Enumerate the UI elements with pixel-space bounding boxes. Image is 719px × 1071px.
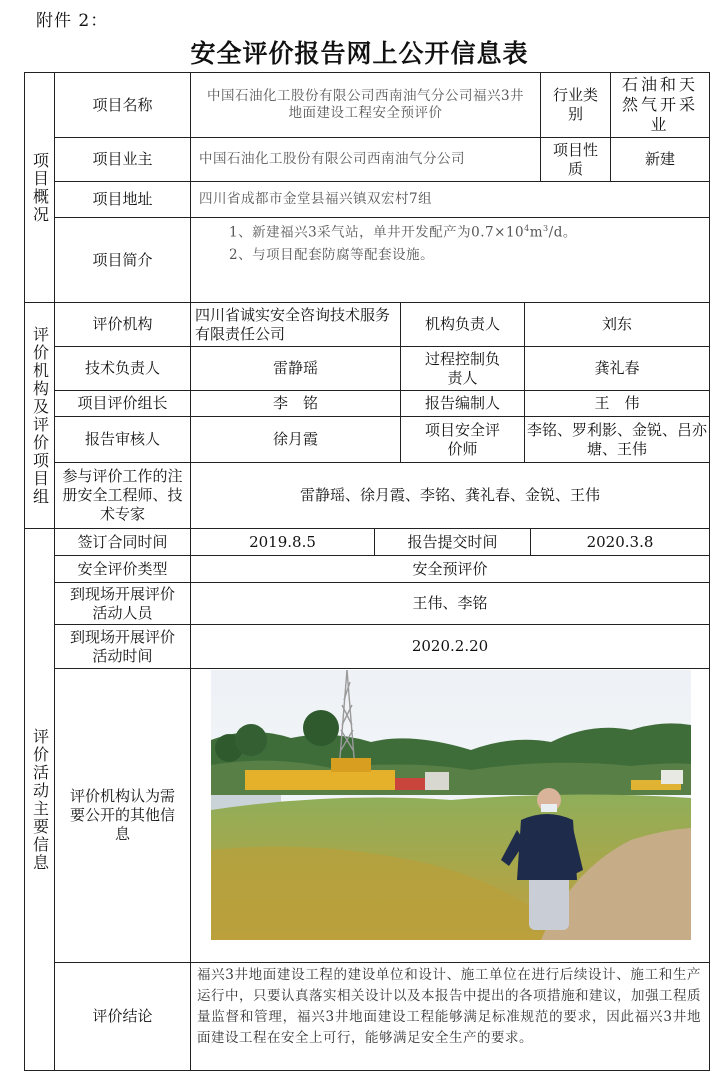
owner-label: 项目业主 [54,137,190,181]
project-name-label: 项目名称 [54,72,190,137]
owner-value: 中国石油化工股份有限公司西南油气分公司 [190,137,540,181]
writer-label: 报告编制人 [400,390,524,416]
intro-label: 项目简介 [54,217,190,302]
section-org: 评价机构及评价项目组 [24,302,54,528]
submit-time-label: 报告提交时间 [374,528,530,555]
intro-line-2: 2、与项目配套防腐等配套设施。 [229,247,435,264]
agency-head-value: 刘东 [524,302,710,346]
attachment-label: 附件 2： [36,11,109,31]
industry-value: 石油和天然气开采业 [610,72,710,137]
site-people-label: 到现场开展评价活动人员 [54,582,190,624]
assessor-label: 项目安全评价师 [400,416,524,462]
submit-time-value: 2020.3.8 [530,528,710,555]
engineers-label: 参与评价工作的注册安全工程师、技术专家 [54,462,190,528]
intro-line-1: 1、新建福兴3采气站，单井开发配产为$0.7\times 10^4m^3/d$。 [229,224,577,241]
section-overview: 项目概况 [24,72,54,302]
other-info-label: 评价机构认为需要公开的其他信息 [54,668,190,962]
site-people-value: 王伟、李铭 [190,582,710,624]
eval-type-value: 安全预评价 [190,555,710,582]
agency-value: 四川省诚实安全咨询技术服务有限责任公司 [190,302,400,346]
industry-label: 行业类别 [540,72,610,137]
process-head-label: 过程控制负责人 [400,346,524,390]
agency-head-label: 机构负责人 [400,302,524,346]
nature-value: 新建 [610,137,710,181]
process-head-value: 龚礼春 [524,346,710,390]
project-name-value: 中国石油化工股份有限公司西南油气分公司福兴3井地面建设工程安全预评价 [190,72,540,137]
reviewer-label: 报告审核人 [54,416,190,462]
leader-value: 李 铭 [190,390,400,416]
conclusion-label: 评价结论 [54,962,190,1071]
conclusion-text: 福兴3井地面建设工程的建设单位和设计、施工单位在进行后续设计、施工和生产运行中，只要认真落实相关设计以及本报告中提出的各项措施和建议，加强工程质量监督和管理，福兴3井地面建设工程能够满足标准规范的要求，因此福兴3井地面建设工程在安全上可行，能够满足安全生产的要求。 [190,962,710,1071]
page-title: 安全评价报告网上公开信息表 [190,39,529,68]
nature-label: 项目性质 [540,137,610,181]
assessor-value: 李铭、罗利影、金锐、吕亦塘、王伟 [524,416,710,462]
engineers-value: 雷静瑶、徐月霞、李铭、龚礼春、金锐、王伟 [190,462,710,528]
contract-time-label: 签订合同时间 [54,528,190,555]
site-time-value: 2020.2.20 [190,624,710,668]
intro-value [190,217,710,302]
site-photo [211,670,691,940]
writer-value: 王 伟 [524,390,710,416]
address-value: 四川省成都市金堂县福兴镇双宏村7组 [190,181,710,217]
eval-type-label: 安全评价类型 [54,555,190,582]
reviewer-value: 徐月霞 [190,416,400,462]
address-label: 项目地址 [54,181,190,217]
tech-head-label: 技术负责人 [54,346,190,390]
tech-head-value: 雷静瑶 [190,346,400,390]
site-time-label: 到现场开展评价活动时间 [54,624,190,668]
agency-label: 评价机构 [54,302,190,346]
leader-label: 项目评价组长 [54,390,190,416]
contract-time-value: 2019.8.5 [190,528,374,555]
section-activity: 评价活动主要信息 [24,528,54,1071]
